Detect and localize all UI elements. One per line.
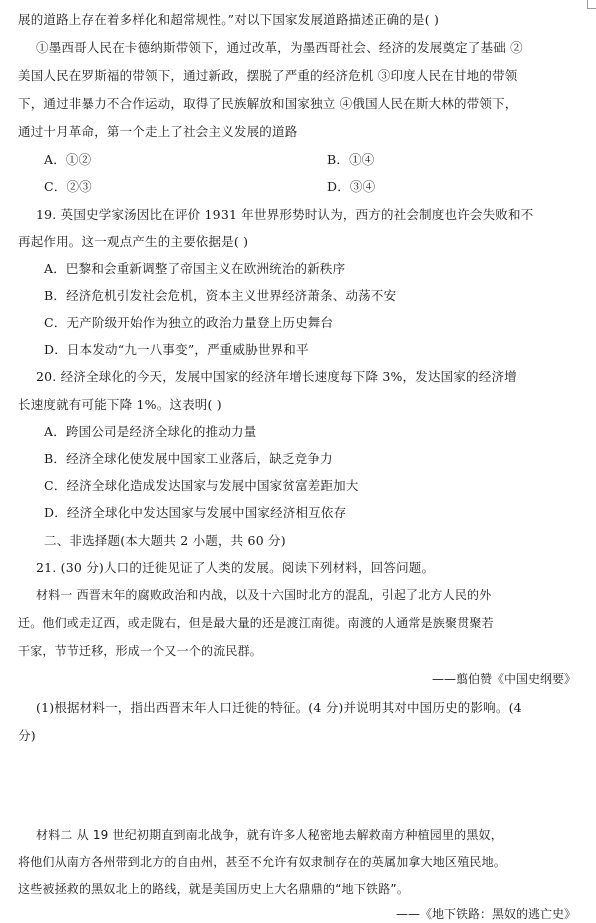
q18-stem-tail: 展的道路上存在着多样化和超常规性。”对以下国家发展道路描述正确的是( ) bbox=[18, 12, 440, 27]
q18-statement-line: 通过十月革命，第一个走上了社会主义发展的道路 bbox=[18, 124, 298, 139]
q21-subquestion-1-cont: 分) bbox=[18, 728, 36, 743]
material-one-line: 材料一 西晋末年的腐败政治和内战，以及十六国时北方的混乱，引起了北方人民的外 bbox=[36, 588, 492, 602]
q18-option-b: B．①④ bbox=[327, 152, 375, 167]
q19-stem-line: 再起作用。这一观点产生的主要依据是( ) bbox=[18, 234, 249, 249]
q18-option-a: A．①② bbox=[44, 152, 92, 167]
q19-option: A．巴黎和会重新调整了帝国主义在欧洲统治的新秩序 bbox=[44, 261, 346, 276]
q21-subquestion-1: (1)根据材料一，指出西晋末年人口迁徙的特征。(4 分)并说明其对中国历史的影响。(4 bbox=[36, 700, 522, 715]
q18-option-c: C．②③ bbox=[44, 179, 92, 194]
q20-option: C．经济全球化造成发达国家与发展中国家贫富差距加大 bbox=[44, 478, 359, 493]
material-one-line: 干家，节节迁移，形成一个又一个的流民群。 bbox=[18, 644, 263, 658]
q18-statement-line: 下，通过非暴力不合作运动，取得了民族解放和国家独立 ④俄国人民在斯大林的带领下， bbox=[18, 96, 518, 111]
q18-statement-line: 美国人民在罗斯福的带领下，通过新政，摆脱了严重的经济危机 ③印度人民在甘地的带领 bbox=[18, 68, 518, 83]
material-two-line: 这些被拯救的黑奴北上的路线，就是美国历史上大名鼎鼎的“地下铁路”。 bbox=[18, 882, 410, 896]
q21-stem: 21. (30 分)人口的迁徙见证了人类的发展。阅读下列材料，回答问题。 bbox=[36, 560, 435, 575]
q18-statement-line: ①墨西哥人民在卡德纳斯带领下，通过改革，为墨西哥社会、经济的发展奠定了基础 ② bbox=[36, 40, 523, 55]
page-corner-mark bbox=[587, 0, 596, 9]
material-one-source: ——翦伯赞《中国史纲要》 bbox=[431, 672, 576, 686]
q19-stem-line: 19. 英国史学家汤因比在评价 1931 年世界形势时认为，西方的社会制度也许会失败和不 bbox=[36, 207, 534, 222]
material-two-source: ——《地下铁路：黑奴的逃亡史》 bbox=[395, 907, 576, 921]
material-two-line: 将他们从南方各州带到北方的自由州，甚至不允许有奴隶制存在的英属加拿大地区殖民地。 bbox=[18, 855, 507, 869]
q20-option: B．经济全球化使发展中国家工业落后，缺乏竞争力 bbox=[44, 451, 333, 466]
q19-option: D．日本发动“九一八事变”，严重威胁世界和平 bbox=[44, 342, 309, 357]
q20-stem-line: 长速度就有可能下降 1%。这表明( ) bbox=[18, 397, 222, 412]
q19-option: C．无产阶级开始作为独立的政治力量登上历史舞台 bbox=[44, 315, 334, 330]
material-two-line: 材料二 从 19 世纪初期直到南北战争，就有许多人秘密地去解救南方种植园里的黑奴， bbox=[36, 828, 503, 842]
material-one-line: 迁。他们或走辽西，或走陇右，但是最大量的还是渡江南徙。南渡的人通常是族聚贯聚若 bbox=[18, 616, 494, 630]
q19-option: B．经济危机引发社会危机，资本主义世界经济萧条、动荡不安 bbox=[44, 288, 397, 303]
section-heading: 二、非选择题(本大题共 2 小题，共 60 分) bbox=[44, 533, 286, 548]
q20-option: A．跨国公司是经济全球化的推动力量 bbox=[44, 424, 257, 439]
q20-option: D．经济全球化中发达国家与发展中国家经济相互依存 bbox=[44, 505, 347, 520]
q18-option-d: D．③④ bbox=[327, 179, 376, 194]
q20-stem-line: 20. 经济全球化的今天，发展中国家的经济年增长速度每下降 3%，发达国家的经济增 bbox=[36, 369, 517, 384]
